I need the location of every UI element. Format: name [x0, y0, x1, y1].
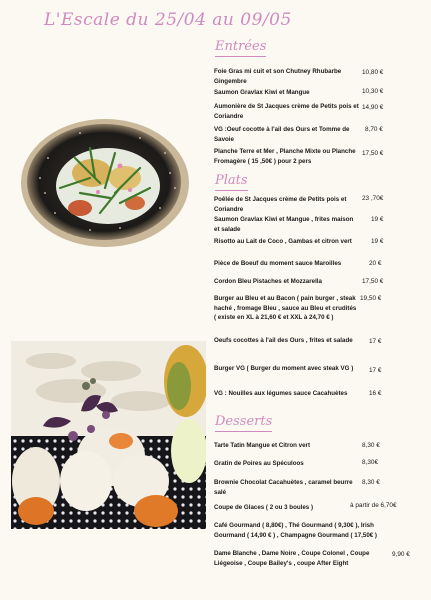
menu-item-price: à partir de 6,70€: [350, 502, 397, 509]
menu-item-name: Aumonière de St Jacques crème de Petits pois et Coriandre: [214, 103, 359, 120]
menu-item-price: 19,50 €: [360, 295, 382, 302]
menu-item-price: 20 €: [369, 260, 382, 267]
menu-item-name: VG : Nouilles aux légumes sauce Cacahuètes: [214, 390, 348, 397]
menu-item-name: Saumon Gravlax Kiwi et Mangue , frites maison et salade: [214, 216, 354, 233]
section-title-entrees: Entrées: [215, 39, 267, 54]
page-title: L'Escale du 25/04 au 09/05: [44, 10, 292, 30]
menu-item-price: 23 ,70€: [362, 195, 384, 202]
menu-item-name: Burger VG ( Burger du moment avec steak VG ): [214, 365, 354, 372]
menu-item-name: Oeufs cocottes à l'ail des Ours , frites et salade: [214, 337, 353, 344]
menu-item-price: 19 €: [371, 216, 384, 223]
menu-item-price: 16 €: [369, 390, 382, 397]
menu-item-name: Pièce de Boeuf du moment sauce Maroilles: [214, 260, 342, 267]
menu-item-price: 8,30€: [362, 459, 378, 466]
plate-photo: [20, 118, 190, 248]
menu-item-name: Risotto au Lait de Coco , Gambas et citron vert: [214, 238, 352, 245]
menu-item-price: 9,90 €: [392, 551, 410, 558]
menu-item-name: Coupe de Glaces ( 2 ou 3 boules ): [214, 504, 314, 511]
menu-item-price: 8,30 €: [362, 442, 380, 449]
menu-item-name: Brownie Chocolat Cacahuètes , caramel beurre salé: [214, 479, 353, 496]
menu-item-name: Burger au Bleu et au Bacon ( pain burger , steak haché , fromage Bleu , sauce au Bleu et crudités ( existe en XL à 21,60 € et XXL à 24,70 € ): [214, 295, 357, 321]
menu-item-name: Poêlée de St Jacques crème de Petits pois et Coriandre: [214, 196, 347, 213]
menu-item-name: Dame Blanche , Dame Noire , Coupe Colonel , Coupe Liégeoise , Coupe Bailey's , coupe After Eight: [214, 550, 370, 567]
menu-item-price: 14,90 €: [362, 104, 384, 111]
menu-item-price: 19 €: [371, 238, 384, 245]
menu-item-price: 10,80 €: [362, 69, 384, 76]
menu-item-name: Cordon Bleu Pistaches et Mozzarella: [214, 278, 322, 285]
menu-item-price: 8,70 €: [365, 126, 383, 133]
section-title-plats: Plats: [215, 173, 248, 188]
menu-item-name: Tarte Tatin Mangue et Citron vert: [214, 442, 311, 449]
menu-item-name: Café Gourmand ( 8,80€) , Thé Gourmand ( 9,30€ ), Irish Gourmand ( 14,90 € ) , Champagne Gourmand ( 17,50€ ): [214, 522, 377, 539]
menu-item-name: Saumon Gravlax Kiwi et Mangue: [214, 89, 310, 96]
menu-item-name: Foie Gras mi cuit et son Chutney Rhubarbe Gingembre: [214, 68, 342, 85]
menu-item-name: Gratin de Poires au Spéculoos: [214, 460, 304, 467]
menu-item-price: 17 €: [369, 367, 382, 374]
menu-item-price: 17,50 €: [362, 150, 384, 157]
menu-item-price: 17 €: [369, 338, 382, 345]
menu-item-name: Planche Terre et Mer , Planche Mixte ou Planche Fromagère ( 15 ,50€ ) pour 2 pers: [214, 148, 356, 165]
section-title-desserts: Desserts: [215, 414, 273, 429]
menu-item-price: 17,50 €: [362, 278, 384, 285]
menu-item-name: VG :Oeuf cocotte à l'ail des Ours et Tomme de Savoie: [214, 126, 350, 143]
menu-item-price: 8,30 €: [362, 479, 380, 486]
menu-item-price: 10,30 €: [362, 88, 384, 95]
seafood-photo: [11, 341, 206, 529]
